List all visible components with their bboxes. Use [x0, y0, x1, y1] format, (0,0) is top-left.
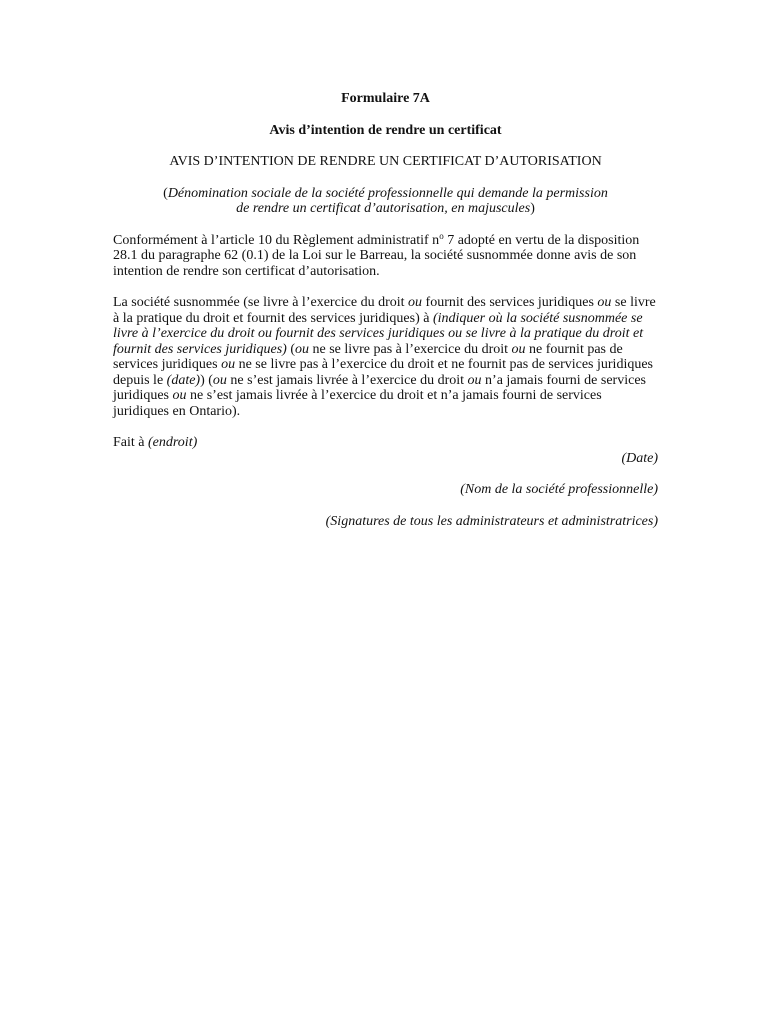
p2-t2: fournit des services juridiques: [422, 295, 598, 310]
p2-date-placeholder: (date): [166, 372, 201, 388]
form-subtitle: Avis d’intention de rendre un certificat: [269, 122, 502, 138]
p2-t9: ne s’est jamais livrée à l’exercice du droit: [226, 372, 468, 388]
p2-ou1: ou: [408, 295, 423, 310]
p2-t10: n’a jamais fourni de services juridiques: [113, 372, 646, 403]
paragraph1-superscript: o: [439, 230, 444, 241]
instruction-close: ): [530, 201, 535, 216]
place-placeholder: (endroit): [148, 435, 198, 450]
p2-ou7: ou: [467, 372, 482, 388]
p2-location-placeholder: (indiquer où la société susnommée se livre à l’exercice du droit ou fournit des services juridiques ou se livre à la pratique du droit et fournit des services juridiques): [113, 310, 644, 357]
notice-title: AVIS D’INTENTION DE RENDRE UN CERTIFICAT D’AUTORISATION: [169, 154, 602, 169]
paragraph1-text-a: Conformément à l’article 10 du Règlement administratif n: [113, 232, 440, 248]
paragraph-legal-basis: [113, 230, 658, 280]
made-at-line: [113, 435, 658, 451]
instruction-open: (: [163, 185, 168, 201]
p2-t1: La société susnommée (se livre à l’exercice du droit: [113, 295, 409, 310]
p2-t7: ne se livre pas à l’exercice du droit et ne fournit pas de services juridiques depuis le: [113, 357, 653, 388]
p2-ou2: ou: [597, 295, 612, 310]
paragraph1-text-b: 7 adopté en vertu de la disposition 28.1 du paragraphe 62 (0.1) de la Loi sur le Barreau, la société susnommée donne avis de son intention de rendre son certificat d’autorisation.: [113, 232, 640, 279]
p2-t11: ne s’est jamais livrée à l’exercice du droit et n’a jamais fourni de services juridiques en Ontario).: [113, 388, 602, 419]
administrators-signatures-placeholder: (Signatures de tous les administrateurs et administratrices): [325, 513, 658, 529]
p2-t3: se livre à la pratique du droit et fournit des services juridiques) à: [113, 295, 656, 326]
paragraph-practice-status: [113, 295, 658, 419]
instruction-line1: Dénomination sociale de la société professionnelle qui demande la permission: [167, 185, 608, 201]
form-number: Formulaire 7A: [341, 91, 430, 106]
document-body: [113, 91, 658, 529]
p2-t4: (: [286, 341, 295, 357]
made-at-label: Fait à: [113, 435, 148, 450]
p2-ou8: ou: [172, 388, 187, 403]
company-name-placeholder: (Nom de la société professionnelle): [460, 482, 658, 497]
p2-t8: ) (: [200, 372, 213, 388]
date-placeholder: (Date): [621, 450, 658, 466]
p2-ou3: ou: [294, 341, 309, 357]
p2-ou4: ou: [511, 341, 526, 357]
p2-t5: ne se livre pas à l’exercice du droit: [308, 341, 512, 357]
p2-t6: ne fournit pas de services juridiques: [113, 341, 623, 372]
p2-ou5: ou: [221, 357, 236, 372]
company-name-instruction: [113, 186, 658, 217]
instruction-line2: de rendre un certificat d’autorisation, en majuscules: [236, 201, 531, 216]
p2-ou6: ou: [212, 372, 227, 388]
